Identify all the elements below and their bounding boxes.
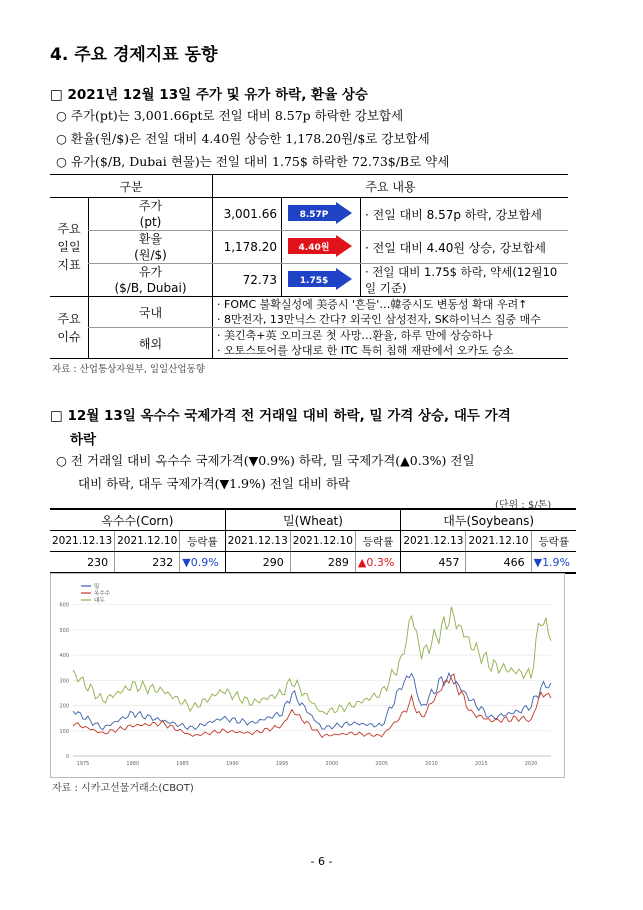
x-tick-label: 2015 — [474, 761, 488, 767]
y-tick-label: 500 — [59, 627, 69, 634]
group-wheat: 밀(Wheat) — [225, 509, 401, 531]
subhead-cell: 2021.12.13 — [401, 531, 466, 552]
price-chart — [50, 573, 565, 778]
subhead-cell: 2021.12.13 — [50, 531, 115, 552]
series-line-2 — [73, 607, 551, 715]
y-tick-label: 100 — [59, 728, 69, 735]
y-tick-label: 0 — [65, 754, 69, 760]
value-cell: ▼0.9% — [180, 552, 225, 574]
group-daily: 주요 일일 지표 — [50, 198, 89, 297]
price-chart-svg — [51, 574, 564, 777]
block1-title: □ 2021년 12월 13일 주가 및 유가 하락, 환율 상승 — [50, 87, 368, 103]
up-arrow-icon — [286, 235, 356, 257]
issue-foreign — [213, 328, 569, 359]
issue-line: · FOMC 불확실성에 美증시 '흔들'…韓증시도 변동성 확대 우려↑ — [217, 298, 528, 311]
value-cell: 230 — [50, 552, 115, 574]
subhead-cell: 등락률 — [531, 531, 576, 552]
x-tick-label: 1990 — [225, 761, 239, 767]
issue-name-domestic: 국내 — [89, 297, 213, 328]
subhead-cell: 등락률 — [355, 531, 400, 552]
issue-line: · 美긴축+英 오미크론 첫 사망…환율, 하루 만에 상승하나 — [217, 329, 493, 342]
row-value-fx: 1,178.20 — [213, 231, 282, 264]
x-tick-label: 1980 — [126, 761, 140, 767]
row-value-oil: 72.73 — [213, 264, 282, 297]
value-cell: 466 — [466, 552, 531, 574]
section-title: 4. 주요 경제지표 동향 — [50, 45, 218, 65]
row-desc-fx: · 전일 대비 4.40원 상승, 강보합세 — [361, 231, 569, 264]
issue-line: · 오토스토어를 상대로 한 ITC 특허 침해 재판에서 오카도 승소 — [217, 344, 514, 357]
value-cell: 457 — [401, 552, 466, 574]
x-tick-label: 1975 — [76, 761, 90, 767]
series-line-0 — [73, 673, 551, 729]
group-corn: 옥수수(Corn) — [50, 509, 225, 531]
row-name-stock: 주가 (pt) — [89, 198, 213, 231]
bullet-oil: ○ 유가($/B, Dubai 현물)는 전일 대비 1.75$ 하락한 72.73$/B로 약세 — [56, 154, 450, 169]
legend-label: 대두 — [94, 598, 105, 604]
indicator-table — [50, 174, 568, 359]
row-badge-stock — [282, 198, 361, 231]
subhead-cell: 2021.12.10 — [466, 531, 531, 552]
grain-table — [50, 508, 576, 574]
x-tick-label: 2020 — [524, 761, 538, 767]
block2-bullet-line1: ○ 전 거래일 대비 옥수수 국제가격(▼0.9%) 하락, 밀 국제가격(▲0.3%) 전일 — [56, 453, 475, 468]
y-tick-label: 200 — [59, 703, 69, 710]
down-arrow-icon — [286, 268, 356, 290]
legend-label: 밀 — [94, 584, 100, 590]
subhead-cell: 등락률 — [180, 531, 225, 552]
block2-title: □ 12월 13일 옥수수 국제가격 전 거래일 대비 하락, 밀 가격 상승, 대두 가격 — [50, 404, 580, 424]
x-tick-label: 1985 — [176, 761, 189, 767]
table-head-content: 주요 내용 — [213, 175, 569, 198]
legend-label: 옥수수 — [94, 591, 110, 597]
badge-text: 1.75$ — [299, 275, 329, 286]
value-cell: ▼1.9% — [531, 552, 576, 574]
page-number: - 6 - — [310, 855, 333, 868]
bullet-stock: ○ 주가(pt)는 3,001.66pt로 전일 대비 8.57p 하락한 강보합세 — [56, 108, 404, 123]
row-name-oil: 유가 ($/B, Dubai) — [89, 264, 213, 297]
y-tick-label: 600 — [59, 602, 69, 609]
group-soy: 대두(Soybeans) — [401, 509, 576, 531]
badge-text: 4.40원 — [298, 242, 330, 253]
issue-domestic — [213, 297, 569, 328]
row-name-fx: 환율 (원/$) — [89, 231, 213, 264]
x-tick-label: 1995 — [275, 761, 289, 767]
value-cell: 232 — [115, 552, 180, 574]
source-note-2: 자료 : 시카고선물거래소(CBOT) — [52, 783, 194, 794]
source-note-1: 자료 : 산업통상자원부, 일일산업동향 — [52, 364, 205, 375]
value-cell: 290 — [225, 552, 290, 574]
value-cell: 289 — [290, 552, 355, 574]
row-desc-oil: · 전일 대비 1.75$ 하락, 약세(12월10일 기준) — [361, 264, 569, 297]
issue-line: · 8만전자, 13만닉스 간다? 외국인 삼성전자, SK하이닉스 집중 매수 — [217, 313, 541, 326]
bullet-fx: ○ 환율(원/$)은 전일 대비 4.40원 상승한 1,178.20원/$로 강보합세 — [56, 131, 430, 146]
x-tick-label: 2005 — [375, 761, 389, 767]
x-tick-label: 2010 — [425, 761, 438, 767]
row-desc-stock: · 전일 대비 8.57p 하락, 강보합세 — [361, 198, 569, 231]
y-tick-label: 400 — [59, 653, 69, 660]
subhead-cell: 2021.12.10 — [115, 531, 180, 552]
block2-title-cont: 하락 — [70, 432, 97, 448]
badge-text: 8.57P — [299, 209, 329, 220]
unit-label: (단위 : $/톤) — [495, 500, 552, 511]
block2-bullet-line2: 대비 하락, 대두 국제가격(▼1.9%) 전일 대비 하락 — [78, 476, 351, 491]
value-cell: ▲0.3% — [355, 552, 400, 574]
table-head-category: 구분 — [50, 175, 213, 198]
row-value-stock: 3,001.66 — [213, 198, 282, 231]
row-badge-fx — [282, 231, 361, 264]
issue-name-foreign: 해외 — [89, 328, 213, 359]
subhead-cell: 2021.12.13 — [225, 531, 290, 552]
down-arrow-icon — [286, 202, 356, 224]
y-tick-label: 300 — [59, 678, 69, 685]
row-badge-oil — [282, 264, 361, 297]
subhead-cell: 2021.12.10 — [290, 531, 355, 552]
x-tick-label: 2000 — [325, 761, 339, 767]
group-issues: 주요 이슈 — [50, 297, 89, 359]
